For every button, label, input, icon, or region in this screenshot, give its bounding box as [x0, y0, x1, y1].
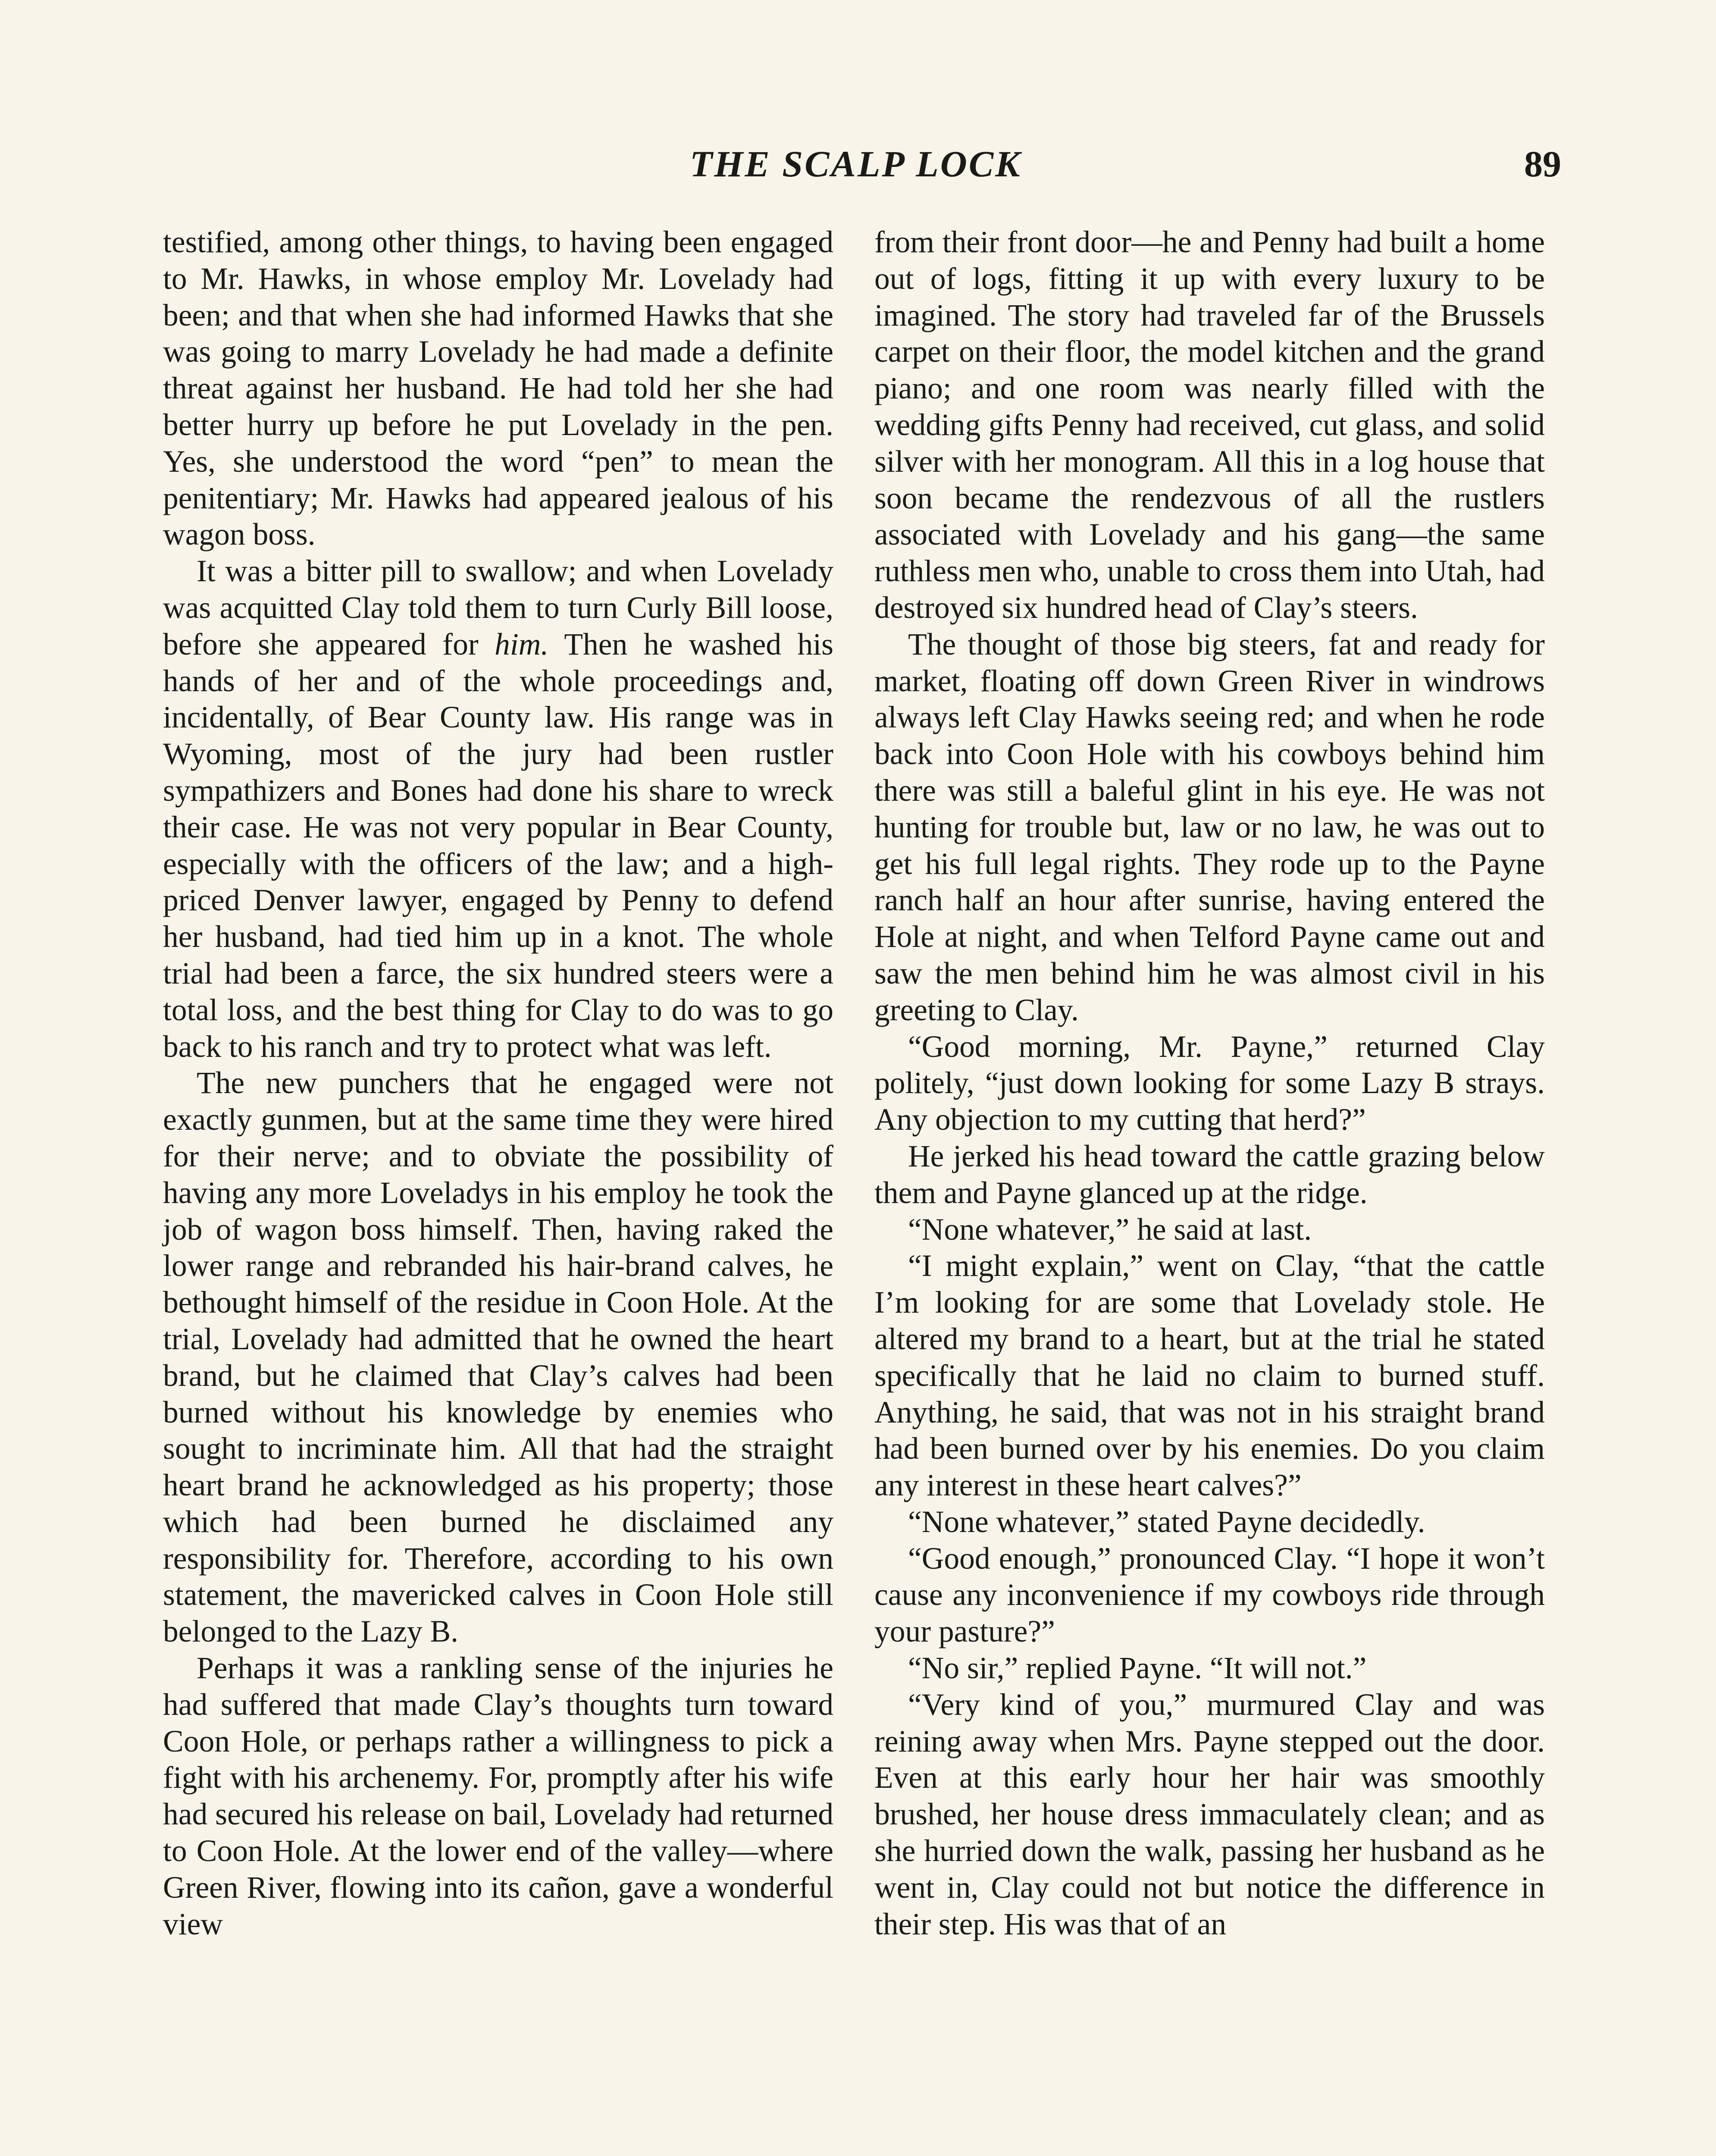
paragraph: “Very kind of you,” murmured Clay and was reining away when Mrs. Payne stepped out the door. Even at this early hour her hair was smoothly brushed, her house dress immaculately clean; and as she hurried down the walk, passing her husband as he went in, Clay could not but notice the difference in their step. His was that of an — [874, 1687, 1545, 1941]
paragraph: He jerked his head toward the cattle grazing below them and Payne glanced up at the ridge. — [874, 1139, 1545, 1210]
paragraph: “Good morning, Mr. Payne,” returned Clay politely, “just down looking for some Lazy B strays. Any objection to my cutting that herd?” — [874, 1029, 1545, 1137]
paragraph: “Good enough,” pronounced Clay. “I hope it won’t cause any inconvenience if my cowboys ride through your pasture?” — [874, 1541, 1545, 1649]
paragraph: The thought of those big steers, fat and ready for market, floating off down Green River in windrows always left Clay Hawks seeing red; and when he rode back into Coon Hole with his cowboys behind him there was still a baleful glint in his eye. He was not hunting for trouble but, law or no law, he was out to get his full legal rights. They rode up to the Payne ranch half an hour after sunrise, having entered the Hole at night, and when Telford Payne came out and saw the men behind him he was almost civil in his greeting to Clay. — [874, 627, 1545, 1027]
right-column — [874, 224, 1545, 1943]
paragraph: “I might explain,” went on Clay, “that the cattle I’m looking for are some that Lovelady stole. He altered my brand to a heart, but at the trial he stated specifically that he laid no claim to burned stuff. Anything, he said, that was not in his straight brand had been burned over by his enemies. Do you claim any interest in these heart calves?” — [874, 1249, 1545, 1503]
page-number: 89 — [1524, 143, 1561, 185]
running-title: THE SCALP LOCK — [690, 143, 1022, 185]
left-column — [163, 224, 833, 1943]
paragraph-continued: testified, among other things, to having been engaged to Mr. Hawks, in whose employ Mr. Lovelady had been; and that when she had informed Hawks that she was going to marry Lovelady he had made a definite threat against her husband. He had told her she had better hurry up before he put Lovelady in the pen. Yes, she understood the word “pen” to mean the penitentiary; Mr. Hawks had appeared jealous of his wagon boss. — [163, 225, 833, 552]
paragraph-text: Then he washed his hands of her and of the whole proceedings and, incidentally, of Bear County law. His range was in Wyoming, most of the jury had been rustler sympathizers and Bones had done his share to wreck their case. He was not very popular in Bear County, especially with the officers of the law; and a high-priced Denver lawyer, engaged by Penny to defend her husband, had tied him up in a knot. The whole trial had been a farce, the six hundred steers were a total loss, and the best thing for Clay to do was to go back to his ranch and try to protect what was left. — [163, 627, 833, 1064]
paragraph — [163, 553, 833, 1065]
paragraph: Perhaps it was a rankling sense of the injuries he had suffered that made Clay’s thoughts turn toward Coon Hole, or perhaps rather a willingness to pick a fight with his archenemy. For, promptly after his wife had secured his release on bail, Lovelady had returned to Coon Hole. At the lower end of the valley—where Green River, flowing into its cañon, gave a wonderful view — [163, 1651, 833, 1941]
paragraph: “None whatever,” stated Payne decidedly. — [908, 1504, 1425, 1539]
paragraph-text: It was a bitter pill to swallow; and when Lovelady was acquitted Clay told them to turn Curly Bill loose, before she appeared for — [163, 554, 833, 661]
paragraph: “None whatever,” he said at last. — [908, 1212, 1312, 1247]
italic-emphasis: him. — [495, 627, 549, 661]
paragraph: The new punchers that he engaged were not exactly gunmen, but at the same time they were hired for their nerve; and to obviate the possibility of having any more Loveladys in his employ he took the job of wagon boss himself. Then, having raked the lower range and rebranded his hair-brand calves, he bethought himself of the residue in Coon Hole. At the trial, Lovelady had admitted that he owned the heart brand, but he claimed that Clay’s calves had been burned without his knowledge by enemies who sought to incriminate him. All that had the straight heart brand he acknowledged as his property; those which had been burned he disclaimed any responsibility for. Therefore, according to his own statement, the mavericked calves in Coon Hole still belonged to the Lazy B. — [163, 1066, 833, 1649]
paragraph-continued: from their front door—he and Penny had built a home out of logs, fitting it up with every luxury to be imagined. The story had traveled far of the Brussels carpet on their floor, the model kitchen and the grand piano; and one room was nearly filled with the wedding gifts Penny had received, cut glass, and solid silver with her monogram. All this in a log house that soon became the rendezvous of all the rustlers associated with Lovelady and his gang—the same ruthless men who, unable to cross them into Utah, had destroyed six hundred head of Clay’s steers. — [874, 225, 1545, 625]
paragraph: “No sir,” replied Payne. “It will not.” — [908, 1651, 1367, 1686]
